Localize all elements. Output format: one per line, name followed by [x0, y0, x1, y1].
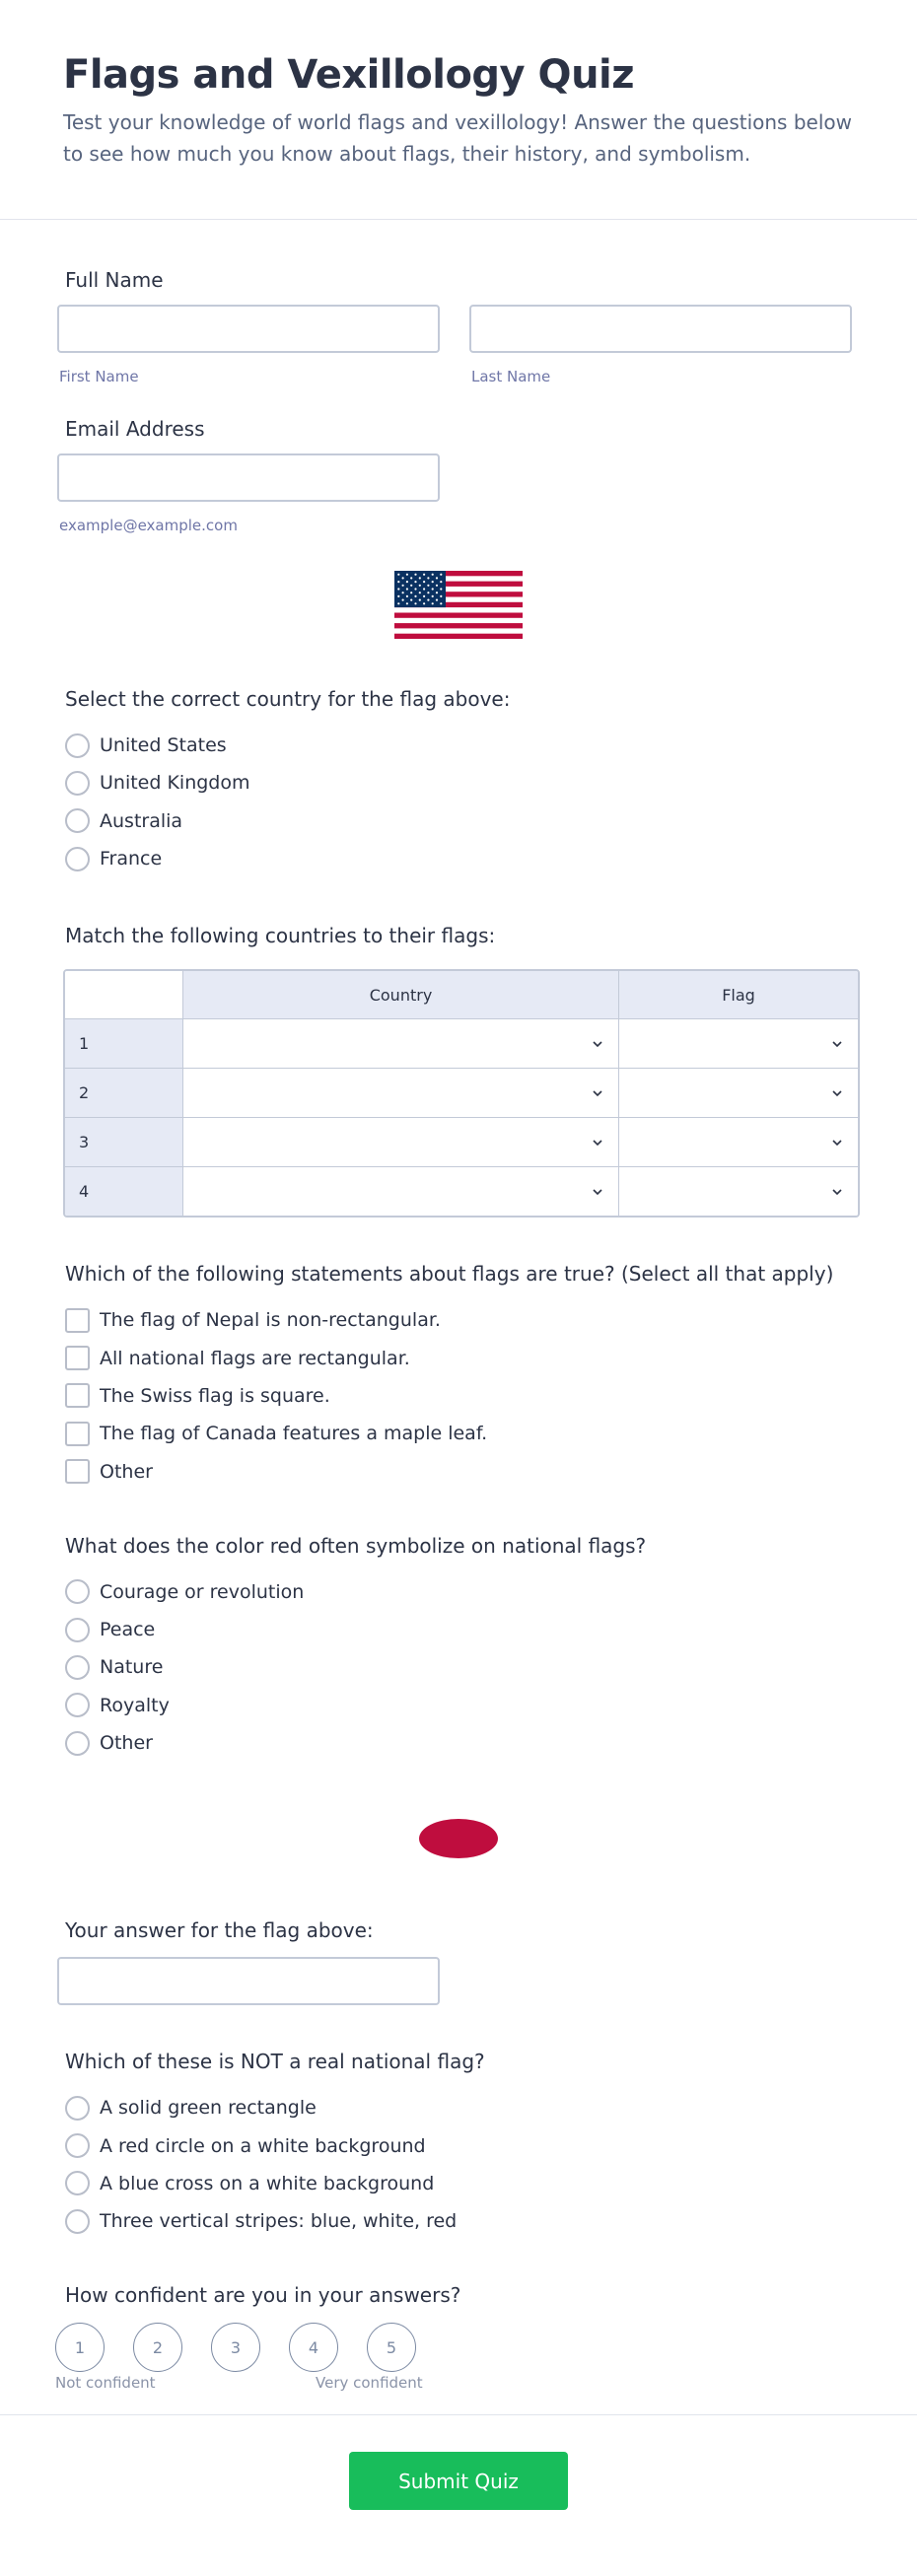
match-question-label: Match the following countries to their flags:: [65, 924, 496, 948]
country-question: [55, 685, 862, 877]
scale-option[interactable]: 5: [367, 2323, 416, 2372]
chevron-down-icon: [591, 1037, 604, 1051]
country-option[interactable]: France: [65, 840, 852, 877]
country-select[interactable]: [182, 1118, 618, 1166]
us-flag-icon: [394, 571, 523, 639]
form-footer: [0, 2414, 917, 2510]
radio-button[interactable]: [65, 1579, 90, 1604]
confidence-scale: [55, 2323, 852, 2372]
flag-select[interactable]: [618, 1118, 858, 1166]
scale-option[interactable]: 4: [289, 2323, 338, 2372]
red-option[interactable]: Other: [65, 1724, 852, 1762]
match-matrix: [63, 969, 860, 1218]
radio-button[interactable]: [65, 2171, 90, 2195]
country-select[interactable]: [182, 1069, 618, 1117]
not-real-option[interactable]: Three vertical stripes: blue, white, red: [65, 2202, 852, 2240]
checkbox[interactable]: [65, 1383, 90, 1408]
first-name-sublabel: First Name: [59, 368, 139, 385]
flag-select[interactable]: [618, 1167, 858, 1216]
matrix-row-label: 4: [65, 1167, 182, 1216]
full-name-field: [55, 266, 862, 386]
matrix-row-label: 3: [65, 1118, 182, 1166]
radio-button[interactable]: [65, 733, 90, 758]
matrix-row: [65, 1117, 858, 1166]
country-select[interactable]: [182, 1167, 618, 1216]
page-title: Flags and Vexillology Quiz: [63, 52, 635, 98]
red-option[interactable]: Courage or revolution: [65, 1573, 852, 1611]
red-circle-flag-icon: [419, 1819, 498, 1858]
red-question: [55, 1532, 862, 1762]
radio-button[interactable]: [65, 2096, 90, 2121]
full-name-label: Full Name: [65, 268, 164, 292]
confidence-question: [55, 2281, 862, 2398]
radio-button[interactable]: [65, 2133, 90, 2158]
radio-button[interactable]: [65, 847, 90, 871]
radio-button[interactable]: [65, 1655, 90, 1680]
not-real-option[interactable]: A solid green rectangle: [65, 2089, 852, 2126]
matrix-row-label: 2: [65, 1069, 182, 1117]
chevron-down-icon: [830, 1185, 844, 1199]
page-description: Test your knowledge of world flags and vexillology! Answer the questions below to see how much you know about flags, their history, and symbolism.: [63, 110, 852, 166]
last-name-sublabel: Last Name: [471, 368, 551, 385]
match-question: [55, 922, 862, 949]
statements-question-label: Which of the following statements about flags are true? (Select all that apply): [65, 1262, 834, 1287]
statements-options: [65, 1301, 852, 1490]
email-sublabel: example@example.com: [59, 517, 238, 534]
red-option[interactable]: Nature: [65, 1648, 852, 1686]
form-header: [0, 0, 917, 220]
chevron-down-icon: [830, 1086, 844, 1100]
statements-question: [55, 1260, 862, 1490]
red-question-label: What does the color red often symbolize on national flags?: [65, 1533, 647, 1558]
chevron-down-icon: [591, 1185, 604, 1199]
not-real-question-label: Which of these is NOT a real national flag?: [65, 2050, 485, 2074]
country-question-label: Select the correct country for the flag above:: [65, 687, 511, 711]
statement-option[interactable]: Other: [65, 1452, 852, 1490]
radio-button[interactable]: [65, 1731, 90, 1756]
scale-max-label: Very confident: [316, 2374, 423, 2393]
checkbox[interactable]: [65, 1422, 90, 1446]
answer-field: [55, 1916, 862, 2005]
submit-button[interactable]: Submit Quiz: [349, 2452, 568, 2510]
chevron-down-icon: [830, 1037, 844, 1051]
radio-button[interactable]: [65, 808, 90, 833]
red-option[interactable]: Peace: [65, 1611, 852, 1648]
statement-option[interactable]: All national flags are rectangular.: [65, 1339, 852, 1376]
scale-labels: [55, 2374, 852, 2398]
checkbox[interactable]: [65, 1308, 90, 1333]
last-name-input[interactable]: [469, 305, 852, 353]
radio-button[interactable]: [65, 2209, 90, 2234]
answer-label: Your answer for the flag above:: [65, 1918, 374, 1943]
not-real-option[interactable]: A red circle on a white background: [65, 2126, 852, 2164]
not-real-option[interactable]: A blue cross on a white background: [65, 2165, 852, 2202]
checkbox[interactable]: [65, 1459, 90, 1484]
scale-option[interactable]: 1: [55, 2323, 105, 2372]
checkbox[interactable]: [65, 1346, 90, 1370]
confidence-question-label: How confident are you in your answers?: [65, 2283, 461, 2308]
not-real-question: [55, 2048, 862, 2240]
radio-button[interactable]: [65, 1693, 90, 1717]
matrix-row: [65, 1166, 858, 1216]
red-option[interactable]: Royalty: [65, 1687, 852, 1724]
matrix-row: [65, 1018, 858, 1068]
radio-button[interactable]: [65, 771, 90, 796]
matrix-row: [65, 1068, 858, 1117]
country-select[interactable]: [182, 1019, 618, 1068]
matrix-header-row: [65, 971, 858, 1018]
scale-option[interactable]: 3: [211, 2323, 260, 2372]
scale-min-label: Not confident: [55, 2374, 156, 2393]
flag-select[interactable]: [618, 1069, 858, 1117]
matrix-col-flag: Flag: [618, 971, 858, 1018]
email-label: Email Address: [65, 417, 205, 441]
country-option[interactable]: United States: [65, 727, 852, 764]
matrix-row-label: 1: [65, 1019, 182, 1068]
not-real-options: [65, 2089, 852, 2240]
quiz-form: [0, 266, 917, 2398]
radio-button[interactable]: [65, 1618, 90, 1642]
email-field: [55, 415, 862, 535]
chevron-down-icon: [591, 1136, 604, 1149]
statement-option[interactable]: The flag of Canada features a maple leaf.: [65, 1415, 852, 1452]
country-option[interactable]: Australia: [65, 802, 852, 840]
statement-option[interactable]: The Swiss flag is square.: [65, 1377, 852, 1415]
chevron-down-icon: [830, 1136, 844, 1149]
flag-image-us: [55, 571, 862, 639]
matrix-corner: [65, 971, 182, 1018]
email-input[interactable]: [57, 453, 440, 502]
matrix-col-country: Country: [182, 971, 618, 1018]
statement-option[interactable]: The flag of Nepal is non-rectangular.: [65, 1301, 852, 1339]
first-name-input[interactable]: [57, 305, 440, 353]
flag-select[interactable]: [618, 1019, 858, 1068]
country-options: [65, 727, 852, 877]
country-option[interactable]: United Kingdom: [65, 764, 852, 801]
red-options: [65, 1573, 852, 1762]
chevron-down-icon: [591, 1086, 604, 1100]
flag-image-red-circle: [55, 1819, 862, 1858]
answer-input[interactable]: [57, 1957, 440, 2005]
scale-option[interactable]: 2: [133, 2323, 182, 2372]
